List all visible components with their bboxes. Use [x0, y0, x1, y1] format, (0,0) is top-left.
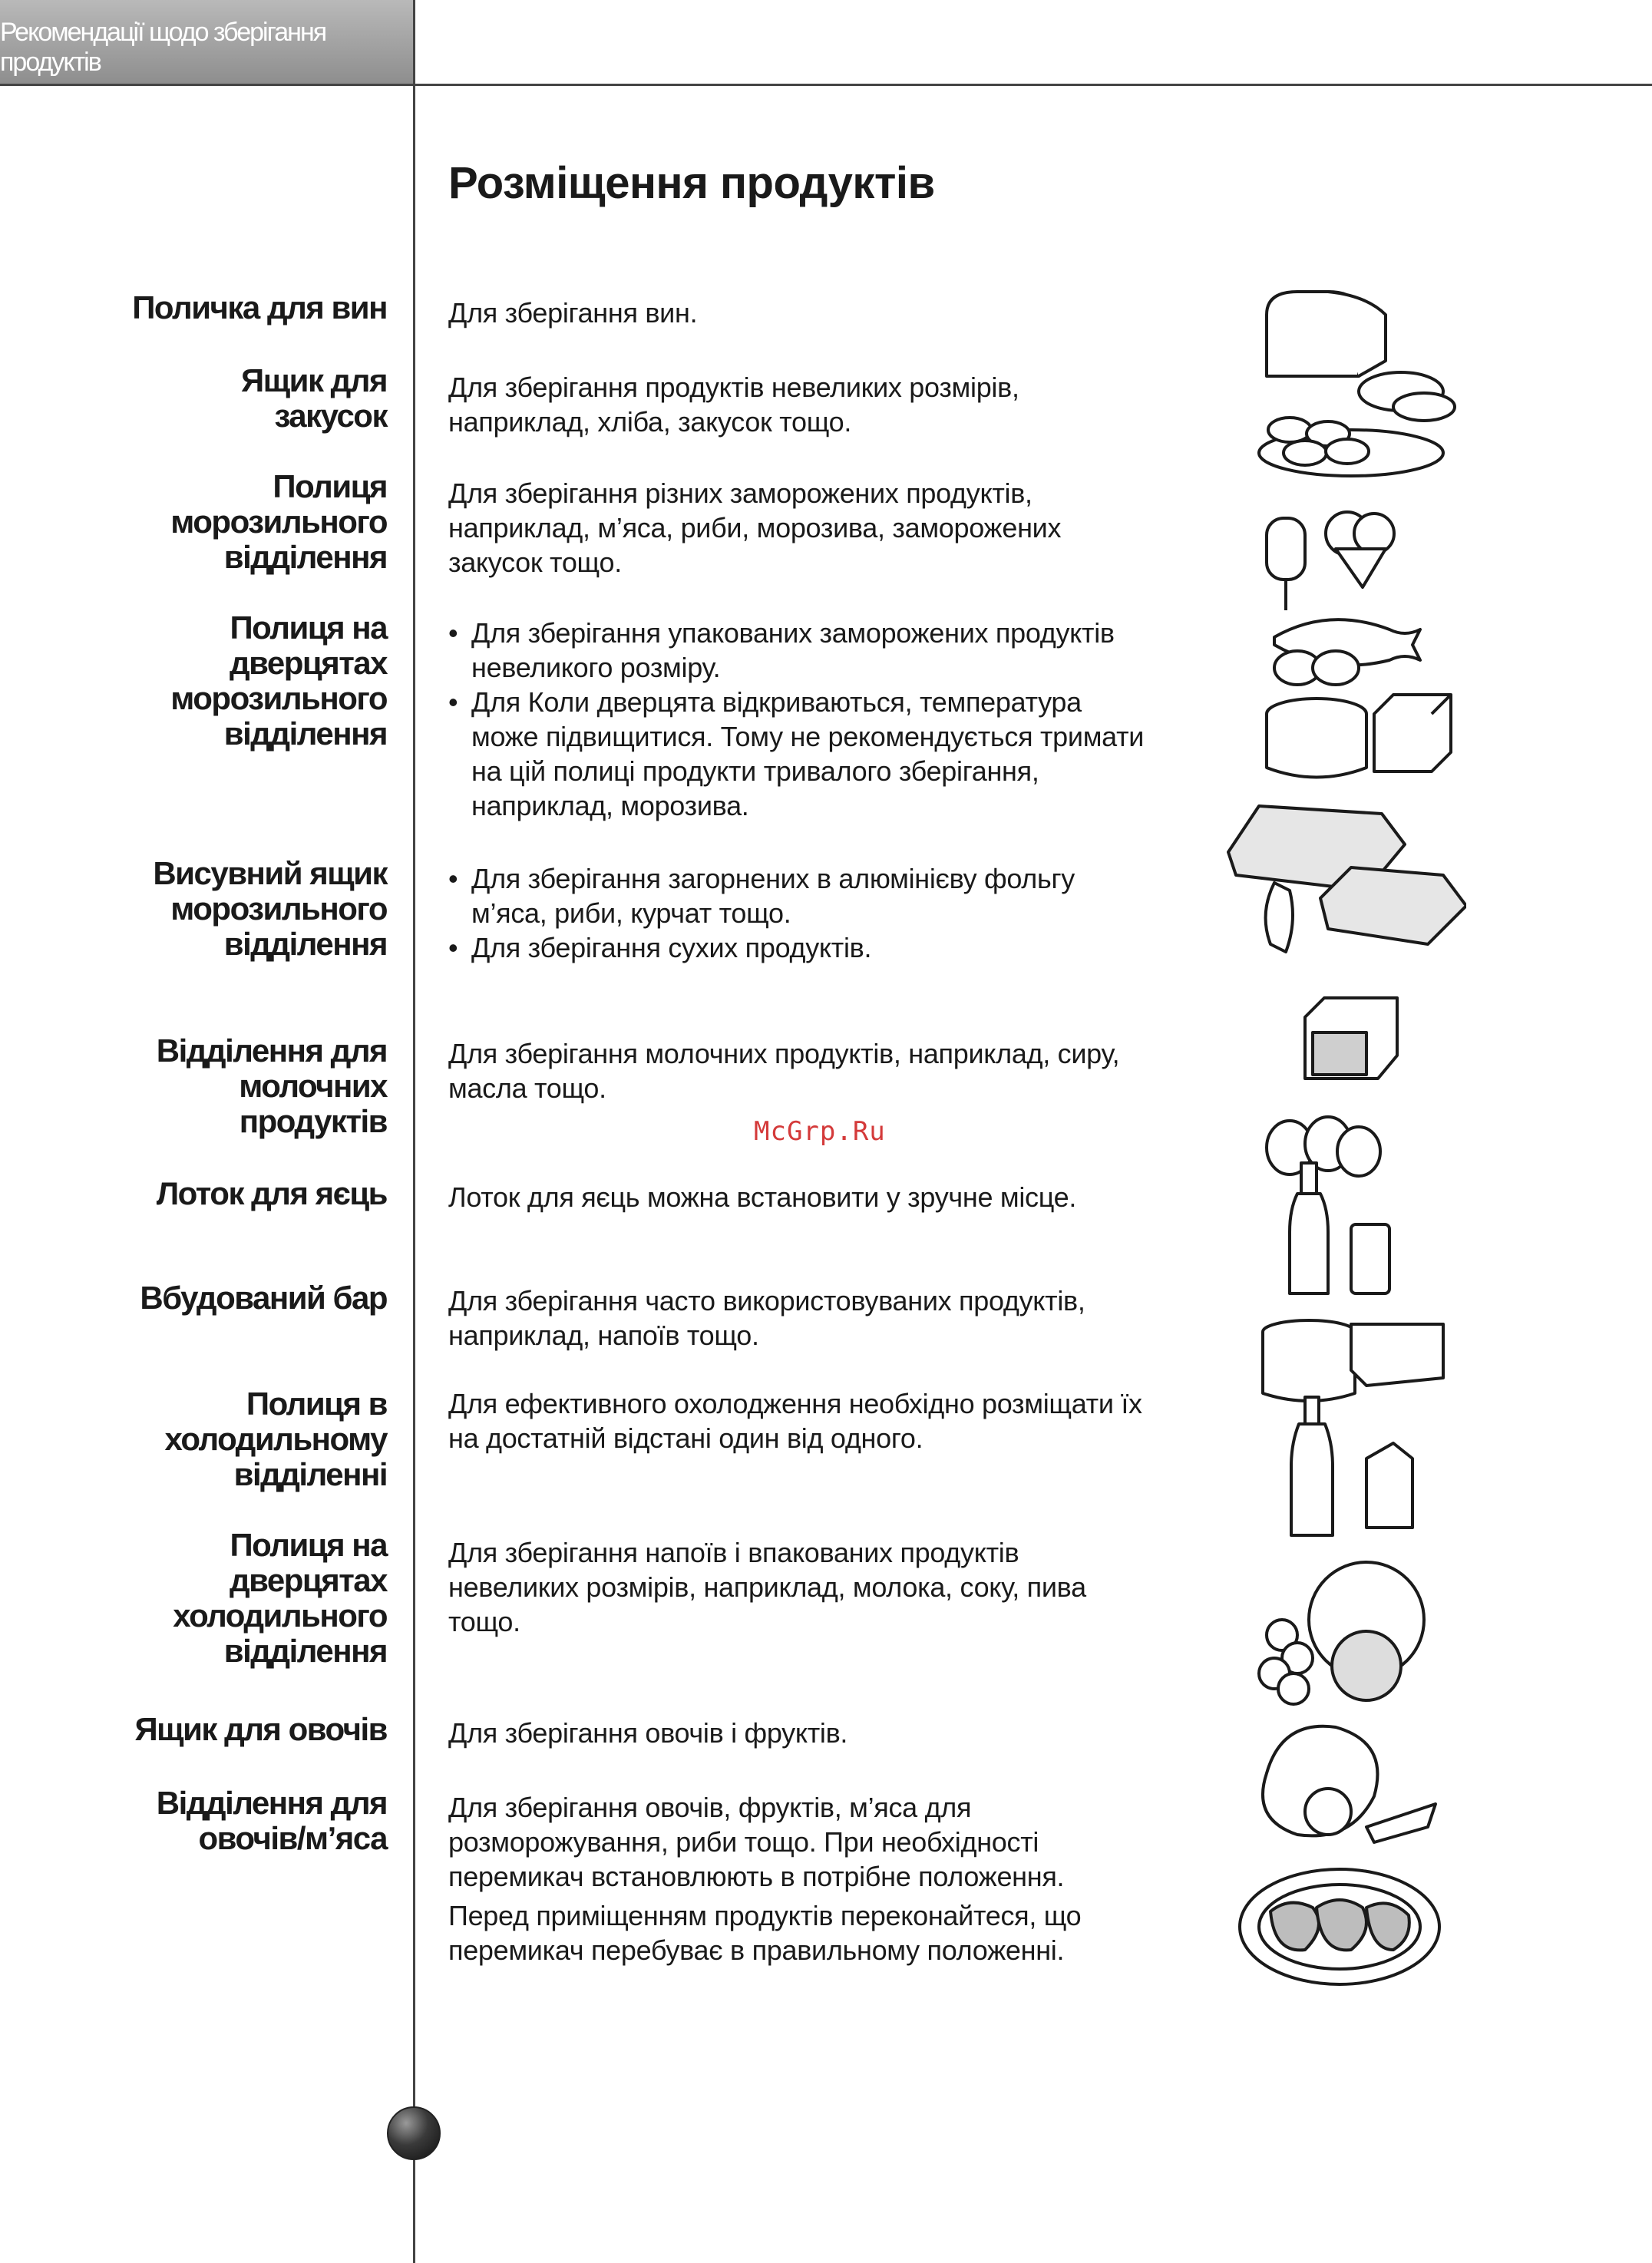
milk-bottle-icon [1291, 1397, 1412, 1535]
page-marker-dot [387, 2106, 441, 2160]
label-egg-tray: Лоток для яєць [156, 1175, 387, 1211]
fruits-icon [1259, 1562, 1424, 1704]
desc-text: Для зберігання часто використовуваних продуктів, наприклад, напоїв тощо. [448, 1285, 1085, 1351]
desc-text: Для зберігання вин. [448, 297, 698, 329]
header-rule [415, 84, 1652, 86]
desc-text: Лоток для яєць можна встановити у зручне місце. [448, 1181, 1077, 1213]
desc-snack-box [448, 370, 1108, 439]
desc-text: Для зберігання різних заморожених продуктів, наприклад, м’яса, риби, морозива, заморожених закусок тощо. [448, 477, 1062, 578]
fish-icon [1274, 619, 1420, 685]
desc-freezer-drawer [448, 861, 1124, 965]
bullet-item: • Для зберігання сухих продуктів. [448, 930, 1124, 965]
label-freezer-drawer: Висувний ящик морозильного відділення [153, 855, 387, 962]
desc-text: Для зберігання молочних продуктів, наприклад, сиру, масла тощо. [448, 1038, 1120, 1104]
section-title: Рекомендації щодо зберігання продуктів [0, 18, 326, 77]
bottle-can-icon [1290, 1163, 1389, 1293]
bullet-item: • Для Коли дверцята відкриваються, температура може підвищитися. Тому не рекомендується тримати на цій полиці продукти тривалого зберігання, наприклад, морозива. [448, 685, 1155, 823]
desc-egg-tray [448, 1180, 1170, 1214]
desc-vegetable-meat-compartment [448, 1790, 1139, 1967]
desc-text: Для зберігання овочів, фруктів, м’яса для розморожування, риби тощо. При необхідності перемикач встановлюють в потрібне положення. [448, 1792, 1065, 1892]
label-wine-shelf: Поличка для вин [132, 289, 387, 325]
section-header-tab [0, 0, 415, 86]
label-vegetable-meat-compartment: Відділення для овочів/м’яса [156, 1785, 387, 1856]
vegetables-icon [1263, 1726, 1436, 1842]
label-vegetable-drawer: Ящик для овочів [134, 1711, 387, 1747]
ice-cream-icon [1267, 512, 1394, 610]
label-fridge-shelf: Полиця в холодильному відділенні [164, 1386, 387, 1492]
desc-fridge-shelf [448, 1386, 1162, 1455]
desc-fridge-door-shelf [448, 1535, 1139, 1639]
bullet-item: • Для зберігання упакованих заморожених продуктів невеликого розміру. [448, 616, 1155, 685]
label-snack-box: Ящик для закусок [241, 362, 387, 434]
column-divider [413, 0, 415, 2263]
desc-vegetable-drawer [448, 1716, 1170, 1750]
desc-text: Для зберігання напоїв і впакованих продуктів невеликих розмірів, наприклад, молока, соку, пива тощо. [448, 1537, 1086, 1637]
desc-text: Для зберігання овочів і фруктів. [448, 1717, 848, 1749]
butter-eggs-icon [1267, 998, 1397, 1176]
desc-text: Для ефективного охолодження необхідно розміщати їх на достатній відстані один від одного. [448, 1388, 1142, 1454]
desc-text: Для зберігання продуктів невеликих розмірів, наприклад, хліба, закусок тощо. [448, 372, 1019, 438]
label-dairy-compartment: Відділення для молочних продуктів [156, 1032, 387, 1139]
desc-wine-shelf [448, 296, 1170, 330]
desc-dairy-compartment [448, 1036, 1185, 1105]
label-fridge-door-shelf: Полиця на дверцятах холодильного відділення [173, 1527, 387, 1669]
meat-plate-icon [1240, 1869, 1439, 1984]
label-freezer-shelf: Полиця морозильного відділення [170, 468, 387, 575]
bullet-item: • Для зберігання загорнених в алюмінієву фольгу м’яса, риби, курчат тощо. [448, 861, 1124, 930]
label-built-in-bar: Вбудований бар [140, 1280, 387, 1316]
desc-text-note: Перед приміщенням продуктів переконайтеся, що перемикач перебуває в правильному положенні. [448, 1900, 1082, 1966]
cheese-box-icon [1267, 695, 1451, 778]
watermark: McGrp.Ru [754, 1116, 886, 1147]
desc-freezer-shelf [448, 476, 1132, 580]
desc-built-in-bar [448, 1283, 1139, 1353]
page-title: Розміщення продуктів [448, 158, 935, 208]
bread-plate-icon [1259, 292, 1455, 476]
desc-freezer-door-shelf [448, 616, 1155, 823]
label-freezer-door-shelf: Полиця на дверцятах морозильного відділення [170, 610, 387, 752]
containers-icon [1263, 1320, 1443, 1401]
frozen-meat-icon [1228, 806, 1466, 952]
food-illustrations [1213, 284, 1466, 2004]
